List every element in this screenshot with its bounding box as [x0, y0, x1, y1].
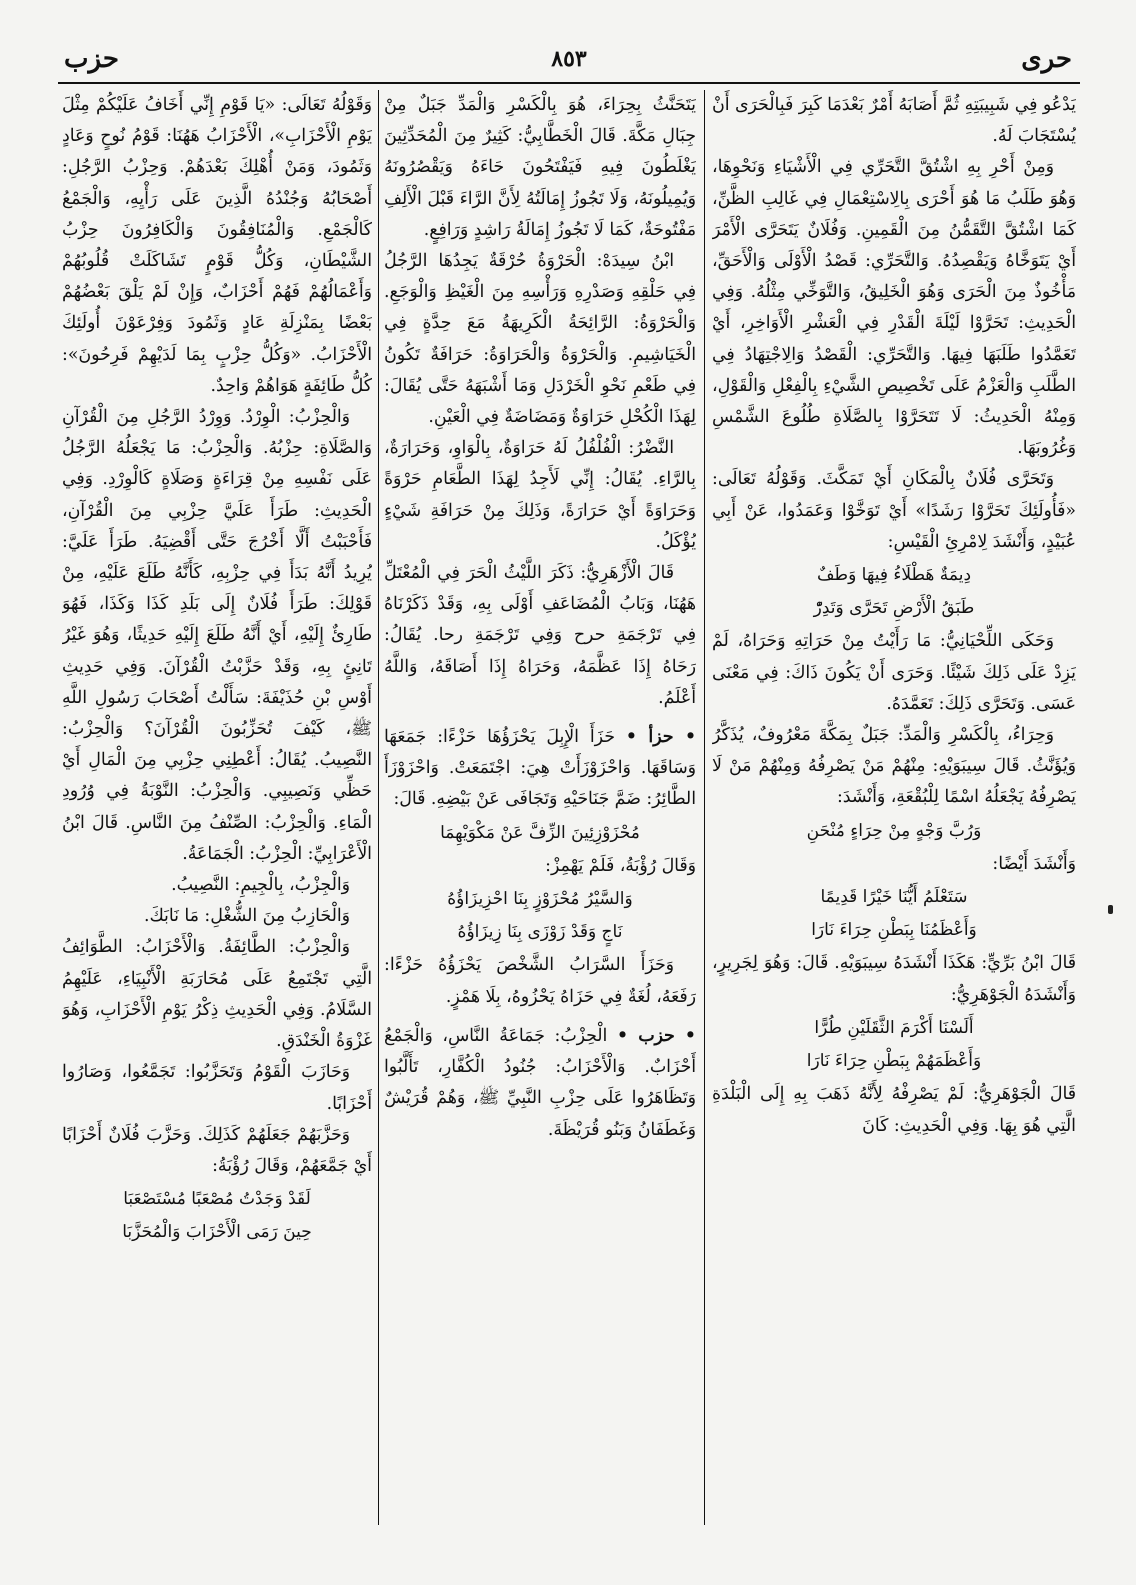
paragraph: وَحَزَّبَهُمْ جَعَلَهُمْ كَذَلِكَ. وَحَزَّبَ فُلَانٌ أَحْزَابًا أَيْ جَمَّعَهُمْ، وَقَالَ رُؤْبَةُ: — [62, 1124, 372, 1176]
dictionary-entry — [384, 722, 696, 816]
paragraph: وَحَازَبَ الْقَوْمُ وَتَحَزَّبُوا: تَجَمَّعُوا، وَصَارُوا أَحْزَابًا. — [62, 1062, 372, 1114]
column-divider-right — [704, 90, 705, 1525]
paragraph: يَدْعُو فِي شَبِيبَتِهِ ثُمَّ أَصَابَهُ أَمْرٌ بَعْدَمَا كَبِرَ فَبِالْحَرَى أَنْ يُسْتَجَابَ لَهُ. — [712, 95, 1076, 147]
verse-line: دِيمَةٌ هَطْلَاءُ فِيهَا وَطَفٌ — [816, 565, 972, 586]
verse-line: وَأَعْظَمَهُمْ بِبَطْنِ حِرَاءَ نَارَا — [806, 1051, 982, 1072]
verse-line: وَأَعْظَمُنَا بِبَطْنِ حِرَاءَ نَارَا — [811, 920, 977, 941]
header-rule — [58, 82, 1080, 84]
entry-headword: • حزأ • — [625, 727, 696, 748]
verse-line: نَاجٍ وَقَدْ زَوْزَى بِنَا زِيزَاؤُهُ — [457, 922, 623, 943]
margin-mark — [1108, 905, 1113, 914]
verse-line: حِينَ رَمَى الْأَحْزَابَ وَالْمُحَزَّبَا — [122, 1222, 312, 1243]
page-number: ٨٥٣ — [551, 46, 587, 72]
verse-line: وَرُبَّ وَجْهٍ مِنْ حِرَاءٍ مُنْحَنِ — [806, 820, 982, 841]
paragraph: وَالْجِزْبُ، بِالْجِيمِ: النَّصِيبُ. — [171, 875, 350, 896]
dictionary-entry — [384, 1021, 696, 1146]
entry-headword: • حزب • — [617, 1025, 696, 1046]
paragraph: وَأَنْشَدَ أَيْضًا: — [992, 853, 1076, 874]
paragraph: يَتَحَنَّثُ بِحِرَاءَ، هُوَ بِالْكَسْرِ وَالْمَدِّ جَبَلٌ مِنْ جِبَالِ مَكَّةَ. قَالَ الْخَطَّابِيُّ: كَثِيرٌ مِنَ الْمُحَدِّثِينَ يَغْلَطُونَ فِيهِ فَيَفْتَحُونَ حَاءَهُ وَيَقْصُرُونَهُ وَيُمِيلُونَهُ، وَلَا تَجُوزُ إِمَالَتُهُ لِأَنَّ الرَّاءَ قَبْلَ الْأَلِفِ مَفْتُوحَةٌ، كَمَا لَا تَجُوزُ إِمَالَةُ رَاشِدٍ وَرَافِعٍ. — [384, 95, 696, 240]
paragraph: النَّضْرُ: الْفُلْفُلُ لَهُ حَرَاوَةٌ، بِالْوَاوِ، وَحَرَارَةٌ، بِالرَّاءِ. يُقَالُ: إِنِّي لَأَجِدُ لِهَذَا الطَّعَامِ حَرْوَةً وَحَرَاوَةً أَيْ حَرَارَةً، وَذَلِكَ مِنْ حَرَافَةِ شَيْءٍ يُؤْكَلُ. — [384, 438, 696, 552]
column-middle — [384, 90, 696, 1555]
paragraph: قَالَ الْأَزْهَرِيُّ: ذَكَرَ اللَّيْثُ الْحَرَ فِي الْمُعْتَلِّ هَهُنَا، وَبَابُ الْمُضَاعَفِ أَوْلَى بِهِ، وَقَدْ ذَكَرْنَاهُ فِي تَرْجَمَةِ حرح وَفِي تَرْجَمَةِ رحا. يُقَالُ: رَحَاهُ إِذَا عَظَّمَهُ، وَحَرَاهُ إِذَا أَصَاقَهُ، وَاللَّهُ أَعْلَمُ. — [384, 563, 696, 708]
column-left — [62, 90, 372, 1555]
paragraph: وَالْحِزْبُ: الْوِرْدُ. وَوِرْدُ الرَّجُلِ مِنَ الْقُرْآنِ وَالصَّلَاةِ: حِزْبُهُ. وَالْحِزْبُ: مَا يَجْعَلُهُ الرَّجُلُ عَلَى نَفْسِهِ مِنْ قِرَاءَةٍ وَصَلَاةٍ كَالْوِرْدِ. وَفِي الْحَدِيثِ: طَرَأَ عَلَيَّ حِزْبِي مِنَ الْقُرْآنِ، فَأَحْبَبْتُ أَلَّا أَخْرُجَ حَتَّى أَقْضِيَهُ. طَرَأَ عَلَيَّ: يُرِيدُ أَنَّهُ بَدَأَ فِي حِزْبِهِ، كَأَنَّهُ طَلَعَ عَلَيْهِ، مِنْ قَوْلِكَ: طَرَأَ فُلَانٌ إِلَى بَلَدِ كَذَا وَكَذَا، فَهُوَ طَارِئٌ إِلَيْهِ، أَيْ أَنَّهُ طَلَعَ إِلَيْهِ حَدِيثًا، وَهُوَ غَيْرُ تَانِئٍ بِهِ، وَقَدْ حَزَّبْتُ الْقُرْآنَ. وَفِي حَدِيثِ أَوْسِ بْنِ حُذَيْفَةَ: سَأَلْتُ أَصْحَابَ رَسُولِ اللَّهِ ﷺ، كَيْفَ تُحَزِّبُونَ الْقُرْآنَ؟ وَالْحِزْبُ: النَّصِيبُ. يُقَالُ: أَعْطِنِي حِزْبِي مِنَ الْمَالِ أَيْ حَظِّي وَنَصِيبِي. وَالْحِزْبُ: النَّوْبَةُ فِي وُرُودِ الْمَاءِ. وَالْحِزْبُ: الصِّنْفُ مِنَ النَّاسِ. قَالَ ابْنُ الْأَعْرَابِيِّ: الْحِزْبُ: الْجَمَاعَةُ. — [62, 407, 372, 864]
spacer — [384, 1013, 696, 1021]
paragraph: وَتَحَرَّى فُلَانٌ بِالْمَكَانِ أَيْ تَمَكَّثَ. وَقَوْلُهُ تَعَالَى: «فَأُولَئِكَ تَحَرَّوْا رَشَدًا» أَيْ تَوَخَّوْا وَعَمَدُوا، عَنْ أَبِي عُبَيْدٍ، وَأَنْشَدَ لِامْرِئِ الْقَيْسِ: — [712, 469, 1076, 552]
paragraph: وَقَالَ رُؤْبَةُ، فَلَمْ يَهْمِزْ: — [545, 855, 696, 876]
paragraph: وَقَوْلُهُ تَعَالَى: «يَا قَوْمِ إِنِّي أَخَافُ عَلَيْكُمْ مِثْلَ يَوْمِ الْأَحْزَابِ»، الْأَحْزَابُ هَهُنَا: قَوْمُ نُوحٍ وَعَادٍ وَثَمُودَ، وَمَنْ أُهْلِكَ بَعْدَهُمْ. وَحِزْبُ الرَّجُلِ: أَصْحَابُهُ وَجُنْدُهُ الَّذِينَ عَلَى رَأْيِهِ، وَالْجَمْعُ كَالْجَمْعِ. وَالْمُنَافِقُونَ وَالْكَافِرُونَ حِزْبُ الشَّيْطَانِ، وَكُلُّ قَوْمٍ تَشَاكَلَتْ قُلُوبُهُمْ وَأَعْمَالُهُمْ فَهُمْ أَحْزَابٌ، وَإِنْ لَمْ يَلْقَ بَعْضُهُمْ بَعْضًا بِمَنْزِلَةِ عَادٍ وَثَمُودَ وَفِرْعَوْنَ أُولَئِكَ الْأَحْزَابُ. «وَكُلُّ حِزْبٍ بِمَا لَدَيْهِمْ فَرِحُونَ»: كُلُّ طَائِفَةٍ هَوَاهُمْ وَاحِدٌ. — [62, 95, 372, 396]
paragraph: وَحَكَى اللِّحْيَانِيُّ: مَا رَأَيْتُ مِنْ حَرَاتِهِ وَحَرَاهُ، لَمْ يَزِدْ عَلَى ذَلِكَ شَيْئًا. وَحَرَى أَنْ يَكُونَ ذَاكَ: فِي مَعْنَى عَسَى. وَتَحَرَّى ذَلِكَ: تَعَمَّدَهُ. — [712, 631, 1076, 714]
verse-line: مُحْزَوْزِئِينَ الزِّفَّ عَنْ مَكْوَيْهِمَا — [440, 822, 640, 843]
paragraph: وَمِنْ أَحْرِ بِهِ اشْتُقَّ التَّحَرِّي فِي الْأَشْيَاءِ وَنَحْوِهَا، وَهُوَ طَلَبُ مَا هُوَ أَحْرَى بِالِاسْتِعْمَالِ فِي غَالِبِ الظَّنِّ، كَمَا اشْتُقَّ التَّقَمُّنُ مِنَ الْقَمِينِ. وَفُلَانٌ يَتَحَرَّى الْأَمْرَ أَيْ يَتَوَخَّاهُ وَيَقْصِدُهُ. وَالتَّحَرِّي: قَصْدُ الْأَوْلَى وَالْأَحَقِّ، مَأْخُوذٌ مِنَ الْحَرَى وَهُوَ الْخَلِيقُ، وَالتَّوَخِّي مِثْلُهُ. وَفِي الْحَدِيثِ: تَحَرَّوْا لَيْلَةَ الْقَدْرِ فِي الْعَشْرِ الْأَوَاخِرِ، أَيْ تَعَمَّدُوا طَلَبَهَا فِيهَا. وَالتَّحَرِّي: الْقَصْدُ وَالِاجْتِهَادُ فِي الطَّلَبِ وَالْعَزْمُ عَلَى تَخْصِيصِ الشَّيْءِ بِالْفِعْلِ وَالْقَوْلِ، وَمِنْهُ الْحَدِيثُ: لَا تَتَحَرَّوْا بِالصَّلَاةِ طُلُوعَ الشَّمْسِ وَغُرُوبَهَا. — [712, 157, 1076, 459]
paragraph: وَالْحَازِبُ مِنَ الشُّغْلِ: مَا نَابَكَ. — [143, 906, 350, 927]
paragraph: وَحَزَأَ السَّرَابُ الشَّخْصَ يَحْزَؤُهُ حَزْءًا: رَفَعَهُ، لُغَةٌ فِي حَزَاهُ يَحْزُوهُ، بِلَا هَمْزٍ. — [384, 955, 696, 1007]
column-right — [712, 90, 1076, 1555]
running-head — [58, 40, 1080, 82]
paragraph: قَالَ ابْنُ بَرِّيٍّ: هَكَذَا أَنْشَدَهُ سِيبَوَيْهِ. قَالَ: وَهُوَ لِجَرِيرٍ، وَأَنْشَدَهُ الْجَوْهَرِيُّ: — [712, 953, 1076, 1005]
column-divider-left — [378, 90, 379, 1525]
entry-text: حَزَأَ الْإِبِلَ يَحْزَؤُهَا حَزْءًا: جَمَعَهَا وَسَاقَهَا. وَاحْزَوْزَأَتْ هِيَ: اجْتَمَعَتْ. وَاحْزَوْزَأَ الطَّائِرُ: ضَمَّ جَنَاحَيْهِ وَتَجَافَى عَنْ بَيْضِهِ. قَالَ: — [384, 727, 696, 810]
entry-text: الْحِزْبُ: جَمَاعَةُ النَّاسِ، وَالْجَمْعُ أَحْزَابٌ. وَالْأَحْزَابُ: جُنُودُ الْكُفَّارِ، تَأَلَّبُوا وَتَظَاهَرُوا عَلَى حِزْبِ النَّبِيِّ ﷺ، وَهُمْ قُرَيْشٌ وَغَطَفَانُ وَبَنُو قُرَيْظَةَ. — [384, 1025, 696, 1140]
verse-line: طَبَقُ الْأَرْضِ تَحَرَّى وَتَدِرّْ — [813, 598, 975, 619]
verse-line: لَقَدْ وَجَدْتُ مُصْعَبًا مُسْتَصْعَبَا — [123, 1189, 311, 1210]
header-left-word: حزب — [64, 44, 119, 74]
verse-line: وَالسَّيْرُ مُحْزَوْزٍ بِنَا احْزِيزَاؤُهُ — [447, 889, 633, 910]
spacer — [384, 714, 696, 722]
paragraph: قَالَ الْجَوْهَرِيُّ: لَمْ يَصْرِفْهُ لِأَنَّهُ ذَهَبَ بِهِ إِلَى الْبَلْدَةِ الَّتِي هُوَ بِهَا. وَفِي الْحَدِيثِ: كَانَ — [712, 1084, 1076, 1136]
paragraph: ابْنُ سِيدَهْ: الْحَرْوَةُ حُرْقَةٌ يَجِدُهَا الرَّجُلُ فِي حَلْقِهِ وَصَدْرِهِ وَرَأْسِهِ مِنَ الْغَيْظِ وَالْوَجَعِ. وَالْحَرْوَةُ: الرَّائِحَةُ الْكَرِيهَةُ مَعَ حِدَّةٍ فِي الْخَيَاشِيمِ. وَالْحَرْوَةُ وَالْحَرَاوَةُ: حَرَافَةٌ تَكُونُ فِي طَعْمِ نَحْوِ الْخَرْدَلِ وَمَا أَشْبَهَهُ حَتَّى يُقَالَ: لِهَذَا الْكُحْلِ حَرَاوَةٌ وَمَضَاضَةٌ فِي الْعَيْنِ. — [384, 251, 696, 428]
header-right-word: حرى — [1021, 44, 1072, 74]
verse-line: سَتَعْلَمُ أَيُّنَا خَيْرًا قَدِيمًا — [820, 887, 968, 908]
verse-line: أَلَسْنَا أَكْرَمَ الثَّقَلَيْنِ طُرًّا — [814, 1017, 974, 1038]
paragraph: وَالْحِزْبُ: الطَّائِفَةُ. وَالْأَحْزَابُ: الطَّوَائِفُ الَّتِي تَجْتَمِعُ عَلَى مُحَارَبَةِ الْأَنْبِيَاءِ، عَلَيْهِمُ السَّلَامُ. وَفِي الْحَدِيثِ ذِكْرُ يَوْمِ الْأَحْزَابِ، وَهُوَ غَزْوَةُ الْخَنْدَقِ. — [62, 937, 372, 1052]
paragraph: وَحِرَاءُ، بِالْكَسْرِ وَالْمَدِّ: جَبَلٌ بِمَكَّةَ مَعْرُوفٌ، يُذَكَّرُ وَيُؤَنَّثُ. قَالَ سِيبَوَيْهِ: مِنْهُمْ مَنْ يَصْرِفُهُ وَمِنْهُمْ مَنْ لَا يَصْرِفُهُ يَجْعَلُهُ اسْمًا لِلْبُقْعَةِ، وَأَنْشَدَ: — [712, 725, 1076, 808]
